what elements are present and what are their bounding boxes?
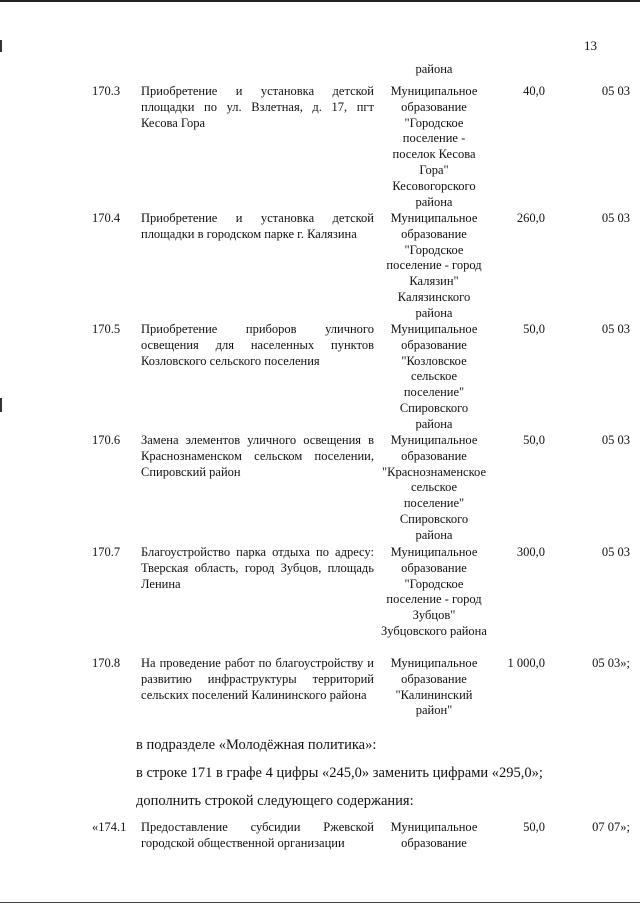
row-number: 170.6 [92,433,121,447]
row-code: 07 07»; [592,820,630,834]
row-description: Благоустройство парка отдыха по адресу: Тверская область, город Зубцов, площадь Ленина [141,545,374,591]
row-description: Замена элементов уличного освещения в Краснознаменском сельском поселении, Спировский район [141,433,374,479]
row-organization: района [415,62,453,76]
row-description: Приобретение и установка детской площадки в городском парке г. Калязина [141,211,374,241]
row-organization: Муниципальное образование [390,820,478,850]
row-code: 05 03 [601,84,630,98]
bottom-scan-edge [0,902,640,903]
instruction-paragraph: в строке 171 в графе 4 цифры «245,0» заменить цифрами «295,0»; [136,765,543,781]
row-organization: Муниципальное образование "Козловское сельское поселение" Спировского района [390,322,478,431]
row-organization: Муниципальное образование "Краснознаменское сельское поселение" Спировского района [382,433,486,542]
table-row [0,820,640,860]
row-code: 05 03 [601,545,630,559]
row-number: 170.8 [92,656,121,670]
row-description: Предоставление субсидии Ржевской городской общественной организации [141,820,374,850]
table-row [0,433,640,545]
row-amount: 50,0 [523,322,545,336]
row-description: Приобретение приборов уличного освещения для населенных пунктов Козловского сельского поселения [141,322,374,368]
table-row [0,84,640,211]
table-row [0,211,640,322]
row-code: 05 03 [601,433,630,447]
row-organization: Муниципальное образование "Городское поселение - город Зубцов" Зубцовского района [381,545,487,638]
row-organization: Муниципальное образование "Городское поселение - поселок Кесова Гора" Кесовогорского района [390,84,478,209]
table-row [0,545,640,656]
row-number: 170.7 [92,545,121,559]
scan-mark [0,40,2,52]
row-organization: Муниципальное образование "Калининский район" [390,656,478,718]
budget-table [0,62,640,726]
table-row [0,62,640,84]
top-scan-edge [0,0,640,2]
row-organization: Муниципальное образование "Городское поселение - город Калязин" Калязинского района [386,211,482,320]
row-description: Приобретение и установка детской площадки по ул. Взлетная, д. 17, пгт Кесова Гора [141,84,374,130]
row-amount: 40,0 [523,84,545,98]
row-code: 05 03»; [592,656,630,670]
row-amount: 300,0 [516,545,545,559]
table-row [0,322,640,433]
row-amount: 50,0 [523,433,545,447]
instruction-paragraph: дополнить строкой следующего содержания: [136,793,414,809]
row-number: 170.3 [92,84,121,98]
row-number: 170.5 [92,322,121,336]
table-row [0,656,640,726]
row-amount: 50,0 [523,820,545,834]
row-number: «174.1 [92,820,127,834]
page-number: 13 [584,38,597,53]
instruction-paragraph: в подразделе «Молодёжная политика»: [136,737,377,753]
row-code: 05 03 [601,211,630,225]
row-number: 170.4 [92,211,121,225]
row-amount: 260,0 [516,211,545,225]
row-amount: 1 000,0 [507,656,545,670]
row-description: На проведение работ по благоустройству и развитию инфраструктуры территорий сельских поселений Калининского района [141,656,374,702]
row-code: 05 03 [601,322,630,336]
